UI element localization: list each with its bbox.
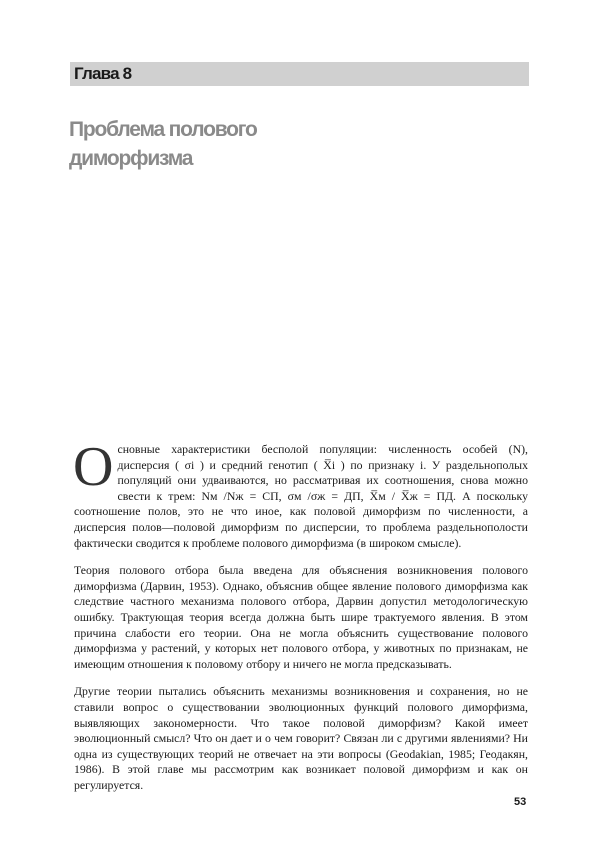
chapter-title-line2: диморфизма bbox=[69, 147, 193, 170]
paragraph-1 bbox=[73, 436, 528, 551]
chapter-title-line1: Проблема полового bbox=[69, 118, 257, 141]
paragraph-1-line2: ( σi ) и средний генотип ( X̅i ) по признаку i. У раздельнополых популяций они bbox=[117, 457, 528, 488]
paragraph-1-line3: удваиваются, но рассматривая их соотношения, снова можно свести к трем: bbox=[117, 473, 528, 503]
drop-cap: О bbox=[73, 436, 114, 498]
paragraph-3: Другие теории пытались объяснить механизмы возникновения и сохранения, но не ставили вопрос о существовании эволюционных функций полового диморфизма, выявляющих закономерности. Что такое половой диморфизм? Какой имеет эволюционный смысл? Что он дает и о чем говорит? Связан ли с другими явлениями? Ни одна из существующих теорий не отвечает на эти вопросы (Geodakian, 1985; Геодакян, 1986). В этой главе мы рассмотрим как возникает половой диморфизм и как он регулируется. bbox=[74, 684, 528, 792]
paragraph-1-rest: Nм /Nж = СП, σм /σж = ДП, X̅м / X̅ж = ПД. А поскольку соотношение полов, это не что иное, как половой диморфизм по численности, а дисперсия полов—половой диморфизм по дисперсии, то проблема раздельнополости фактически сводится к проблеме полового диморфизма (в широком смысле). bbox=[74, 488, 528, 550]
paragraph-1-line1: сновные характеристики бесполой популяции: численность особей (N), дисперсия bbox=[117, 442, 528, 472]
page-number: 53 bbox=[514, 796, 527, 808]
chapter-title bbox=[69, 115, 509, 173]
chapter-header-bar bbox=[70, 62, 529, 86]
paragraph-2: Теория полового отбора была введена для объяснения возникновения полового диморфизма (Дарвин, 1953). Однако, объяснив общее явление полового диморфизма как следствие частного механизма полового отбора, Дарвин допустил методологическую ошибку. Трактующая теория всегда должна быть шире трактуемого явления. В этом причина слабости его теории. Она не могла объяснить существование полового диморфизма у растений, у которых нет полового отбора, у животных по признакам, не имеющим отношения к половому отбору и ничего не могла предсказывать. bbox=[74, 563, 528, 671]
chapter-label: Глава 8 bbox=[74, 64, 132, 83]
body-text bbox=[73, 436, 528, 805]
